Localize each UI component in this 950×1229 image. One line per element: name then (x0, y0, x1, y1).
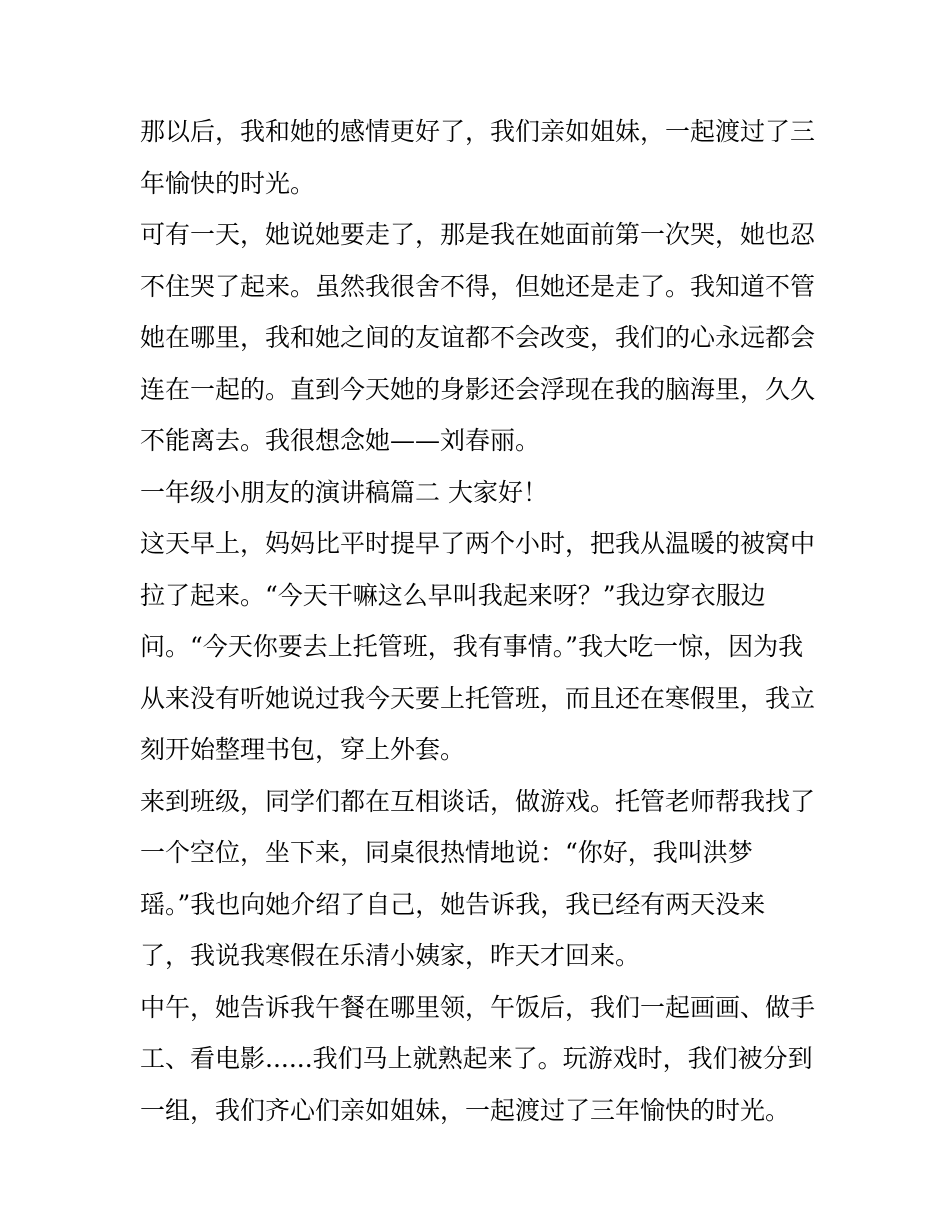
text-line: 中午，她告诉我午餐在哪里领，午饭后，我们一起画画、做手 (140, 992, 816, 1022)
text-line: 问。“今天你要去上托管班，我有事情。”我大吃一惊，因为我 (140, 632, 804, 661)
text-line: 不住哭了起来。虽然我很舍不得，但她还是走了。我知道不管 (140, 271, 816, 301)
text-line: 她在哪里，我和她之间的友谊都不会改变，我们的心永远都会 (140, 323, 816, 352)
text-line: 刻开始整理书包，穿上外套。 (140, 735, 466, 764)
text-line: 瑶。”我也向她介绍了自己，她告诉我，我已经有两天没来 (140, 889, 766, 919)
text-line: 那以后，我和她的感情更好了，我们亲如姐妹，一起渡过了三 (140, 117, 816, 146)
text-line: 年愉快的时光。 (140, 168, 316, 198)
text-line: 了，我说我寒假在乐清小姨家，昨天才回来。 (140, 941, 641, 970)
paragraph-4 (140, 776, 820, 982)
text-line: 来到班级，同学们都在互相谈话，做游戏。托管老师帮我找了 (140, 786, 816, 816)
text-line: 一个空位，坐下来，同桌很热情地说：“你好，我叫洪梦 (140, 838, 753, 867)
text-line: 可有一天，她说她要走了，那是我在她面前第一次哭，她也忍 (140, 220, 816, 249)
section-heading (140, 467, 820, 519)
text-line: 这天早上，妈妈比平时提早了两个小时，把我从温暖的被窝中 (140, 529, 816, 558)
text-line: 不能离去。我很想念她——刘春丽。 (140, 426, 541, 455)
paragraph-2 (140, 209, 820, 467)
text-line: 从来没有听她说过我今天要上托管班，而且还在寒假里，我立 (140, 683, 816, 713)
document-body (140, 106, 820, 1136)
paragraph-1 (140, 106, 820, 209)
heading-line: 一年级小朋友的演讲稿篇二 大家好！ (140, 477, 548, 507)
paragraph-5 (140, 982, 820, 1137)
text-line: 拉了起来。“今天干嘛这么早叫我起来呀？”我边穿衣服边 (140, 580, 766, 610)
text-line: 工、看电影......我们马上就熟起来了。玩游戏时，我们被分到 (140, 1044, 813, 1073)
text-line: 连在一起的。直到今天她的身影还会浮现在我的脑海里，久久 (140, 374, 816, 404)
text-line: 一组，我们齐心们亲如姐妹，一起渡过了三年愉快的时光。 (140, 1095, 791, 1125)
paragraph-3 (140, 518, 820, 776)
